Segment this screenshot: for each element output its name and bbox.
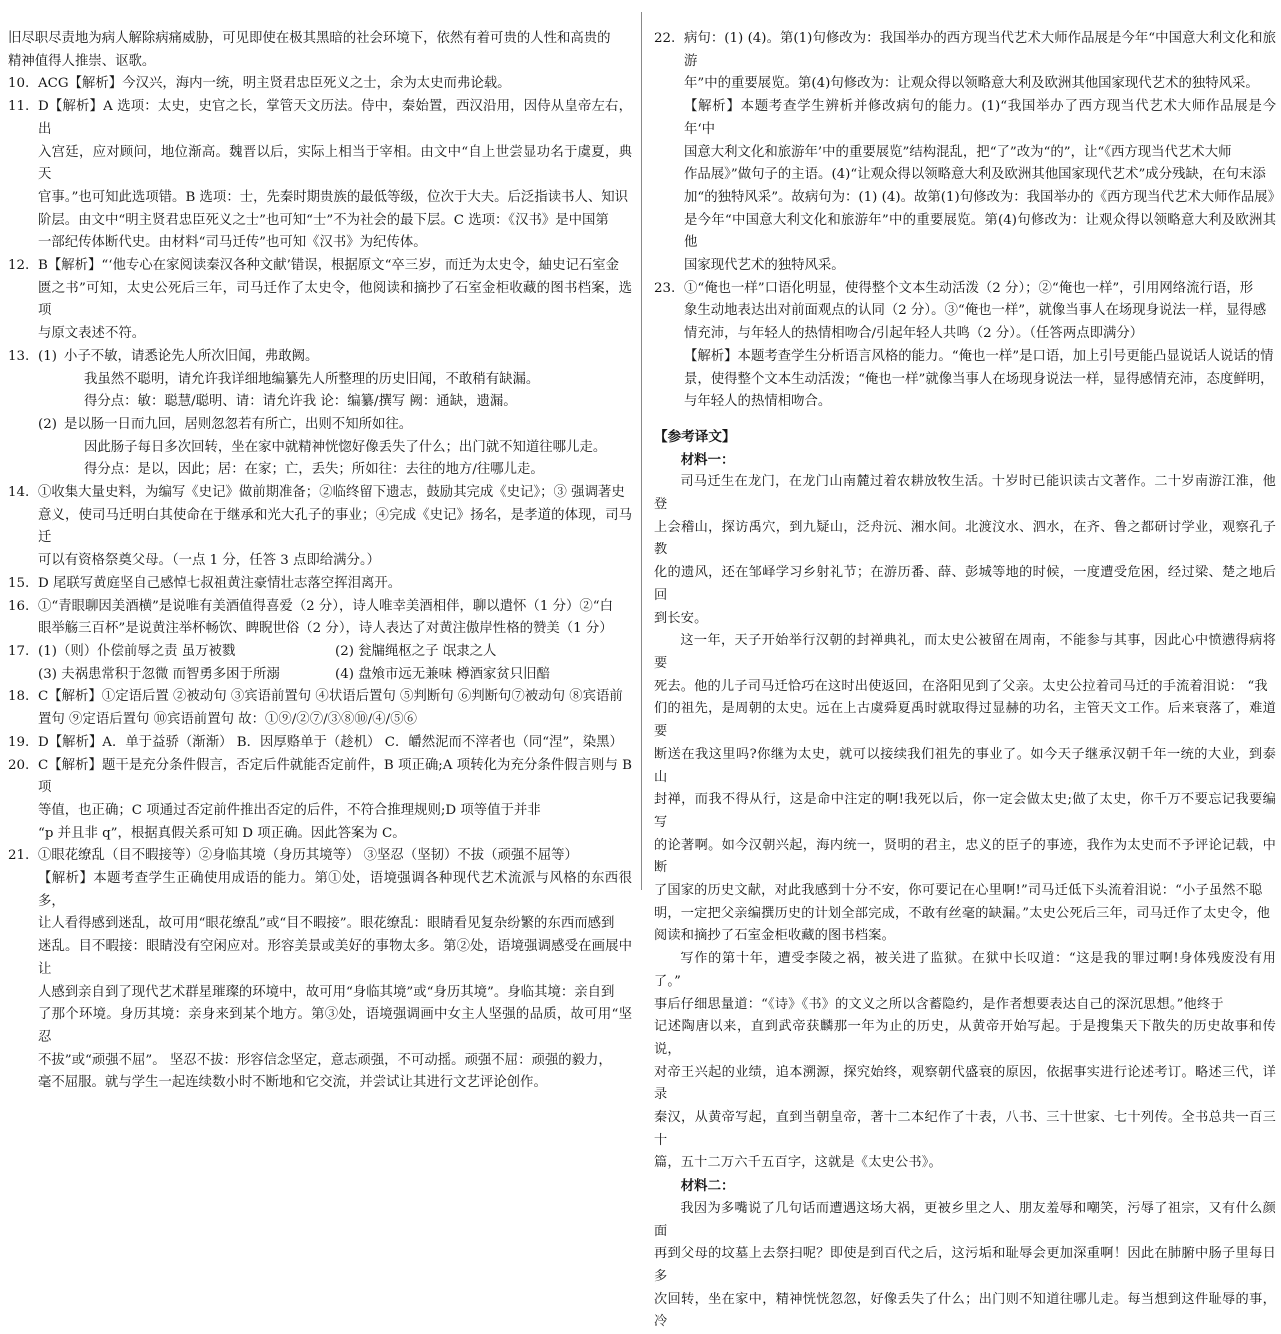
text-line: 毫不屈服。就与学生一起连续数小时不断地和它交流，并尝试让其进行文艺评论创作。	[38, 1075, 547, 1091]
text-line: 明，一定把父亲编撰历史的计划全部完成，不敢有丝毫的缺漏。”太史公死后三年，司马迁作了太史令，他	[654, 905, 1271, 921]
text-line: D 尾联写黄庭坚自己感悼七叔祖黄注豪情壮志落空挥泪离开。	[38, 575, 402, 591]
question-number: 14.	[8, 485, 30, 501]
text-line: 们的祖先，是周朝的太史。远在上古虞舜夏禹时就取得过显赫的功名，主管天文工作。后来衰落了，难道要	[654, 701, 1276, 740]
text-line: ①收集大量史料，为编写《史记》做前期准备；②临终留下遗志，鼓励其完成《史记》；③ 强调著史	[38, 485, 625, 501]
question-number: 13.	[8, 348, 30, 364]
question-19	[8, 732, 632, 755]
text-line: D【解析】A．单于益骄（渐渐） B．因厚赂单于（趁机） C．皭然泥而不滓者也（同“涅”，染黑）	[38, 734, 623, 750]
text-line: 可以有资格祭奠父母。（一点 1 分，任答 3 点即给满分。）	[38, 553, 381, 569]
question-23	[654, 278, 1276, 414]
text-line: 精神值得人推崇、讴歌。	[8, 53, 156, 69]
sub-text: 得分点：是以，因此；居：在家；亡，丢失；所如往：去往的地方/往哪儿走。	[84, 462, 544, 478]
text-line: 一部纪传体断代史。由材料“司马迁传”也可知《汉书》为纪传体。	[38, 235, 427, 251]
text-line: 年”中的重要展览。第(4)句修改为：让观众得以领略意大利及欧洲其他国家现代艺术的独特风采。	[684, 76, 1259, 92]
text-line: 作品展》”做句子的主语。(4)“让观众得以领略意大利及欧洲其他国家现代艺术”成分残缺，在句末添	[684, 167, 1266, 183]
text-line: ACG【解析】今汉兴，海内一统，明主贤君忠臣死义之士，余为太史而弗论载。	[38, 76, 511, 92]
text-line: 置句 ⑨定语后置句 ⑩宾语前置句 故：①⑨/②⑦/③⑧⑩/④/⑤⑥	[38, 712, 417, 728]
text-line: 对帝王兴起的业绩，追本溯源，探究始终，观察朝代盛衰的原因，依据事实进行论述考订。略述三代，详录	[654, 1064, 1276, 1103]
text-line: 情充沛，与年轻人的热情相吻合/引起年轻人共鸣（2 分）。（任答两点即满分）	[684, 326, 1144, 342]
sub-answer	[38, 414, 632, 437]
material-two-translation	[654, 1198, 1276, 1334]
text-line: 封禅，而我不得从行，这是命中注定的啊!我死以后，你一定会做太史;做了太史，你千万不要忘记我要编写	[654, 792, 1276, 830]
text-line: ①眼花缭乱（目不暇接等）②身临其境（身历其境等） ③坚忍（坚韧）不拔（顽强不屈等）	[38, 848, 578, 864]
text-line: 【解析】本题考查学生分析语言风格的能力。“俺也一样”是口语，加上引号更能凸显说话人说话的情	[684, 348, 1274, 364]
text-line: 秦汉，从黄帝写起，直到当朝皇帝，著十二本纪作了十表，八书、三十世家、七十列传。全书总共一百三十	[654, 1110, 1276, 1148]
text-line: 象生动地表达出对前面观点的认同（2 分）。③“俺也一样”，就像当事人在场现身说法一样，显得感	[684, 303, 1267, 319]
question-number: 17.	[8, 643, 30, 659]
question-number: 19.	[8, 734, 30, 750]
text-line: 官事。”也可知此选项错。B 选项：士，先秦时期贵族的最低等级，位次于大夫。后泛指读书人、知识	[38, 189, 629, 205]
question-11	[8, 96, 632, 255]
text-line: 了国家的历史文献，对此我感到十分不安，你可要记在心里啊!”司马迁低下头流着泪说：“小子虽然不聪	[654, 883, 1263, 899]
sub-text: 小子不敏，请悉论先人所次旧闻，弗敢阙。	[64, 348, 319, 364]
text-line: B【解析】“‘他专心在家阅读秦汉各种文献’错误，根据原文“卒三岁，而迁为太史令，紬史记石室金	[38, 258, 620, 274]
text-line: 断送在我这里吗?你继为太史，就可以接续我们祖先的事业了。如今天子继承汉朝千年一统的大业，到泰山	[654, 746, 1276, 785]
sub-answer	[38, 459, 632, 482]
question-number: 23.	[654, 280, 676, 296]
question-21	[8, 845, 632, 1095]
text-line: ①“青眼聊因美酒横”是说唯有美酒值得喜爱（2 分），诗人唯幸美酒相伴，聊以遣怀（1 分）②“白	[38, 598, 614, 614]
question-22	[654, 28, 1281, 278]
text-line: 意义，使司马迁明白其使命在于继承和光大孔子的事业；④完成《史记》扬名，是孝道的体现，司马迁	[38, 507, 632, 546]
question-number: 20.	[8, 757, 30, 773]
question-13	[8, 346, 632, 482]
text-line: 匮之书”可知，太史公死后三年，司马迁作了太史令，他阅读和摘抄了石室金柜收藏的图书档案，选项	[38, 280, 632, 319]
translation-heading: 【参考译文】	[654, 428, 736, 445]
text-line: 让人看得感到迷乱，故可用“眼花缭乱”或“目不暇接”。眼花缭乱：眼睛看见复杂纷繁的东西而感到	[38, 916, 615, 932]
question-10	[8, 73, 632, 96]
text-line: 阶层。由文中“明主贤君忠臣死义之士”也可知“士”不为社会的最下层。C 选项：《汉书》是中国第	[38, 212, 609, 228]
material-two-title: 材料二：	[680, 1178, 735, 1195]
text-line: 司马迁生在龙门，在龙门山南麓过着农耕放牧生活。十岁时已能识读古文著作。二十岁南游江淮，他登	[654, 474, 1276, 513]
question-number: 21.	[8, 848, 30, 864]
text-line: 是今年“中国意大利文化和旅游年”中的重要展览。第(4)句修改为：让观众得以领略意大利及欧洲其他	[684, 212, 1276, 251]
answer-pair-row	[38, 664, 632, 687]
answer-cell: (1)（则）仆偿前辱之责 虽万被戮	[38, 643, 236, 659]
text-line: D【解析】A 选项：太史，史官之长，掌管天文历法。侍中，秦始置，西汉沿用，因侍从皇帝左右，出	[38, 99, 632, 137]
text-line: 旧尽职尽责地为病人解除病痛威胁，可见即使在极其黑暗的社会环境下，依然有着可贵的人性和高贵的	[8, 31, 611, 46]
sub-label: (2)	[38, 416, 57, 432]
question-16	[8, 596, 632, 641]
question-number: 12.	[8, 258, 30, 274]
sub-answer	[38, 391, 632, 414]
text-line: 了那个环境。身历其境：亲身来到某个地方。第③处，语境强调画中女主人坚强的品质，故可用“坚忍	[38, 1007, 632, 1045]
answer-cell: (2) 瓮牖绳枢之子 氓隶之人	[335, 643, 497, 659]
text-line: 阅读和摘抄了石室金柜收藏的图书档案。	[654, 928, 895, 944]
text-line: 迷乱。目不暇接：眼睛没有空闲应对。形容美景或美好的事物太多。第②处，语境强调感受在画展中让	[38, 939, 632, 977]
sub-text: 是以肠一日而九回，居则忽忽若有所亡，出则不知所如往。	[64, 416, 413, 432]
text-line: 事后仔细思量道：“《诗》《书》的文义之所以含蓄隐约，是作者想要表达自己的深沉思想。”他终于	[654, 996, 1224, 1012]
question-17	[8, 641, 632, 686]
text-line: 我因为多嘴说了几句话而遭遇这场大祸，更被乡里之人、朋友羞辱和嘲笑，污辱了祖宗，又有什么颜面	[654, 1200, 1276, 1239]
text-line: 国家现代艺术的独特风采。	[684, 258, 845, 274]
answer-column-right	[654, 28, 1281, 1334]
text-line: 等值，也正确；C 项通过否定前件推出否定的后件，不符合推理规则;D 项等值于并非	[38, 802, 541, 818]
question-20	[8, 755, 632, 846]
text-line: 篇，五十二万六千五百字，这就是《太史公书》。	[654, 1155, 942, 1171]
text-line: 的论著啊。如今汉朝兴起，海内统一，贤明的君主，忠义的臣子的事迹，我作为太史而不予评论记载，中断	[654, 837, 1276, 876]
text-line: 【解析】本题考查学生正确使用成语的能力。第①处，语境强调各种现代艺术流派与风格的东西很多，	[38, 871, 632, 909]
text-line: ①“俺也一样”口语化明显，使得整个文本生动活泼（2 分）；②“俺也一样”，引用网络流行语，形	[684, 280, 1254, 296]
sub-text: 得分点：敏：聪慧/聪明、请：请允许我 论：编纂/撰写 阙：通缺，遗漏。	[84, 394, 517, 410]
answer-column-left	[8, 28, 632, 1095]
text-line: C【解析】题干是充分条件假言，否定后件就能否定前件，B 项正确;A 项转化为充分条件假言则与 B 项	[38, 757, 632, 796]
text-line: 眼举觞三百杯”是说黄注举杯畅饮、睥睨世俗（2 分），诗人表达了对黄注傲岸性格的赞美（1 分）	[38, 621, 613, 637]
text-line: 不拔”或“顽强不屈”。 坚忍不拔：形容信念坚定，意志顽强，不可动摇。顽强不屈：顽强的毅力，	[38, 1052, 612, 1068]
sub-text: 我虽然不聪明，请允许我详细地编纂先人所整理的历史旧闻，不敢稍有缺漏。	[84, 371, 540, 387]
sub-text: 因此肠子每日多次回转，坐在家中就精神恍惚好像丢失了什么；出门就不知道往哪儿走。	[84, 439, 607, 455]
question-number: 10.	[8, 76, 30, 92]
text-line: 病句：(1) (4)。第(1)句修改为：我国举办的西方现当代艺术大师作品展是今年“中国意大利文化和旅游	[684, 31, 1276, 69]
answer-cell: (3) 夫祸患常积于忽微 而智勇多困于所溺	[38, 666, 280, 682]
text-line: 记述陶唐以来，直到武帝获麟那一年为止的历史，从黄帝开始写起。于是搜集天下散失的历史故事和传说，	[654, 1019, 1276, 1057]
text-line: 人感到亲自到了现代艺术群星璀璨的环境中，故可用“身临其境”或“身历其境”。身临其境：亲自到	[38, 984, 615, 1000]
material-one-title: 材料一：	[680, 451, 735, 468]
question-number: 18.	[8, 689, 30, 705]
text-line: “p 并且非 q”，根据真假关系可知 D 项正确。因此答案为 C。	[38, 825, 406, 841]
text-line: 这一年，天子开始举行汉朝的封禅典礼，而太史公被留在周南，不能参与其事，因此心中愤懑得病将要	[654, 633, 1276, 671]
text-line: 与原文表述不符。	[38, 326, 146, 342]
text-line: 次回转，坐在家中，精神恍恍忽忽，好像丢失了什么；出门则不知道往哪儿走。每当想到这件耻辱的事，冷	[654, 1291, 1276, 1330]
question-12	[8, 255, 632, 346]
sub-answer	[38, 437, 632, 460]
text-line: 再到父母的坟墓上去祭扫呢？即使是到百代之后，这污垢和耻辱会更加深重啊！因此在肺腑中肠子里每日多	[654, 1246, 1276, 1284]
text-line: 化的遗风，还在邹峄学习乡射礼节；在游历番、薛、彭城等地的时候，一度遭受危困，经过梁、楚之地后回	[654, 565, 1276, 603]
text-line: 与年轻人的热情相吻合。	[684, 394, 832, 410]
text-line: 景，使得整个文本生动活泼；“俺也一样”就像当事人在场现身说法一样，显得感情充沛，态度鲜明，	[684, 371, 1274, 387]
question-number: 15.	[8, 575, 30, 591]
sub-answer	[38, 369, 632, 392]
column-divider	[641, 12, 642, 890]
text-line: 加“的独特风采”。故病句为：(1) (4)。故第(1)句修改为：我国举办的《西方现当代艺术大师作品展》	[684, 189, 1281, 205]
text-line: C【解析】①定语后置 ②被动句 ③宾语前置句 ④状语后置句 ⑤判断句 ⑥判断句⑦被动句 ⑧宾语前	[38, 689, 623, 705]
question-15	[8, 573, 632, 596]
question-number: 22.	[654, 31, 676, 46]
answer-cell: (4) 盘飧市远无兼味 樽酒家贫只旧醅	[335, 666, 550, 682]
text-line: 死去。他的儿子司马迁恰巧在这时出使返回，在洛阳见到了父亲。太史公拉着司马迁的手流着泪说： “我	[654, 678, 1268, 694]
continued-answer	[8, 28, 632, 73]
question-18	[8, 686, 632, 731]
sub-answer	[38, 346, 632, 369]
material-one-translation	[654, 471, 1276, 1175]
text-line: 入宫廷，应对顾问，地位渐高。魏晋以后，实际上相当于宰相。由文中“自上世尝显功名于虞夏，典天	[38, 144, 632, 183]
text-line: 国意大利文化和旅游年’中的重要展览”结构混乱，把“了”改为“的”，让“《西方现当代艺术大师	[684, 144, 1232, 160]
sub-label: (1)	[38, 348, 57, 364]
question-number: 16.	[8, 598, 30, 614]
answer-pair-row	[38, 641, 632, 664]
text-line: 【解析】本题考查学生辨析并修改病句的能力。(1)“我国举办了西方现当代艺术大师作品展是今年‘中	[684, 99, 1276, 137]
text-line: 写作的第十年，遭受李陵之祸，被关进了监狱。在狱中长叹道：“这是我的罪过啊!身体残废没有用了。”	[654, 951, 1276, 989]
question-14	[8, 482, 632, 573]
question-number: 11.	[8, 99, 30, 115]
text-line: 上会稽山，探访禹穴，到九疑山，泛舟沅、湘水间。北渡汶水、泗水，在齐、鲁之都研讨学业，观察孔子教	[654, 519, 1276, 558]
text-line: 到长安。	[654, 610, 708, 626]
